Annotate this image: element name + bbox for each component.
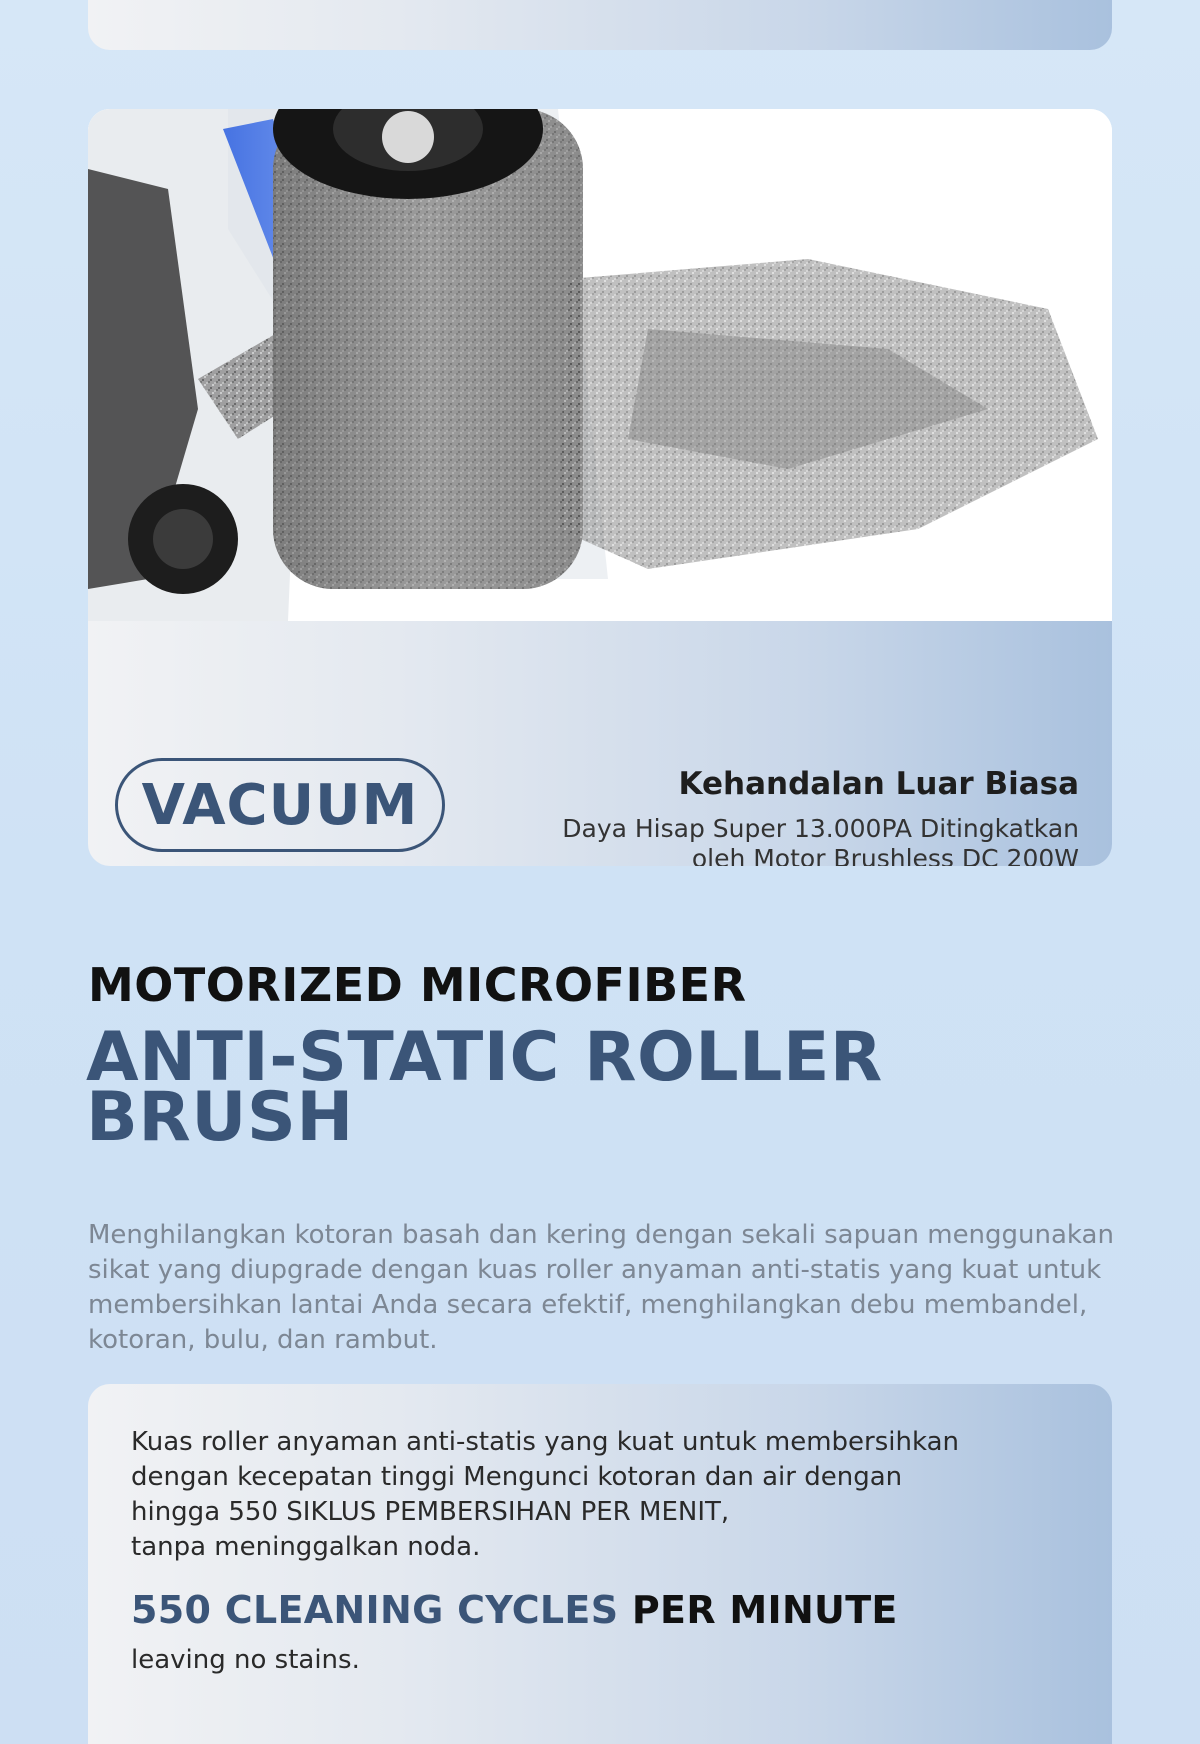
cycles-body-line: Kuas roller anyaman anti-statis yang kuat untuk membersihkan: [131, 1427, 959, 1457]
vacuum-title: Kehandalan Luar Biasa: [678, 766, 1079, 802]
cycles-body-line: hingga 550 SIKLUS PEMBERSIHAN PER MENIT,: [131, 1497, 730, 1527]
cleaning-cycles-card: [88, 1384, 1112, 1744]
cycles-headline-rest: PER MINUTE: [618, 1588, 898, 1632]
vacuum-feature-card: [88, 109, 1112, 866]
vacuum-subtitle-line: Daya Hisap Super 13.000PA Ditingkatkan: [562, 814, 1079, 843]
cycles-body-line: dengan kecepatan tinggi Mengunci kotoran dan air dengan: [131, 1462, 903, 1492]
vacuum-subtitle-line: oleh Motor Brushless DC 200W: [691, 844, 1079, 866]
vacuum-badge: VACUUM: [115, 758, 445, 852]
cycles-body: [131, 1425, 1091, 1565]
vacuum-text: [459, 766, 1079, 866]
section-description: Menghilangkan kotoran basah dan kering dengan sekali sapuan menggunakan sikat yang diupgrade dengan kuas roller anyaman anti-statis yang kuat untuk membersihkan lantai Anda secara efektif, menghilangkan debu membandel, kotoran, bulu, dan rambut.: [88, 1220, 1114, 1355]
section-title: [86, 1018, 1116, 1157]
section-title-line: ANTI-STATIC ROLLER: [86, 1018, 883, 1097]
previous-card: [88, 0, 1112, 50]
cycles-headline: [131, 1588, 898, 1632]
vacuum-roller-brush-image: [88, 109, 1112, 621]
section-title-line: BRUSH: [86, 1078, 354, 1157]
vacuum-subtitle: [459, 814, 1079, 866]
cycles-caption: leaving no stains.: [131, 1645, 360, 1675]
cycles-body-line: tanpa meninggalkan noda.: [131, 1532, 481, 1562]
cycles-headline-accent: 550 CLEANING CYCLES: [131, 1588, 619, 1632]
section-eyebrow: MOTORIZED MICROFIBER: [88, 958, 747, 1012]
vacuum-info-panel: [88, 621, 1112, 866]
